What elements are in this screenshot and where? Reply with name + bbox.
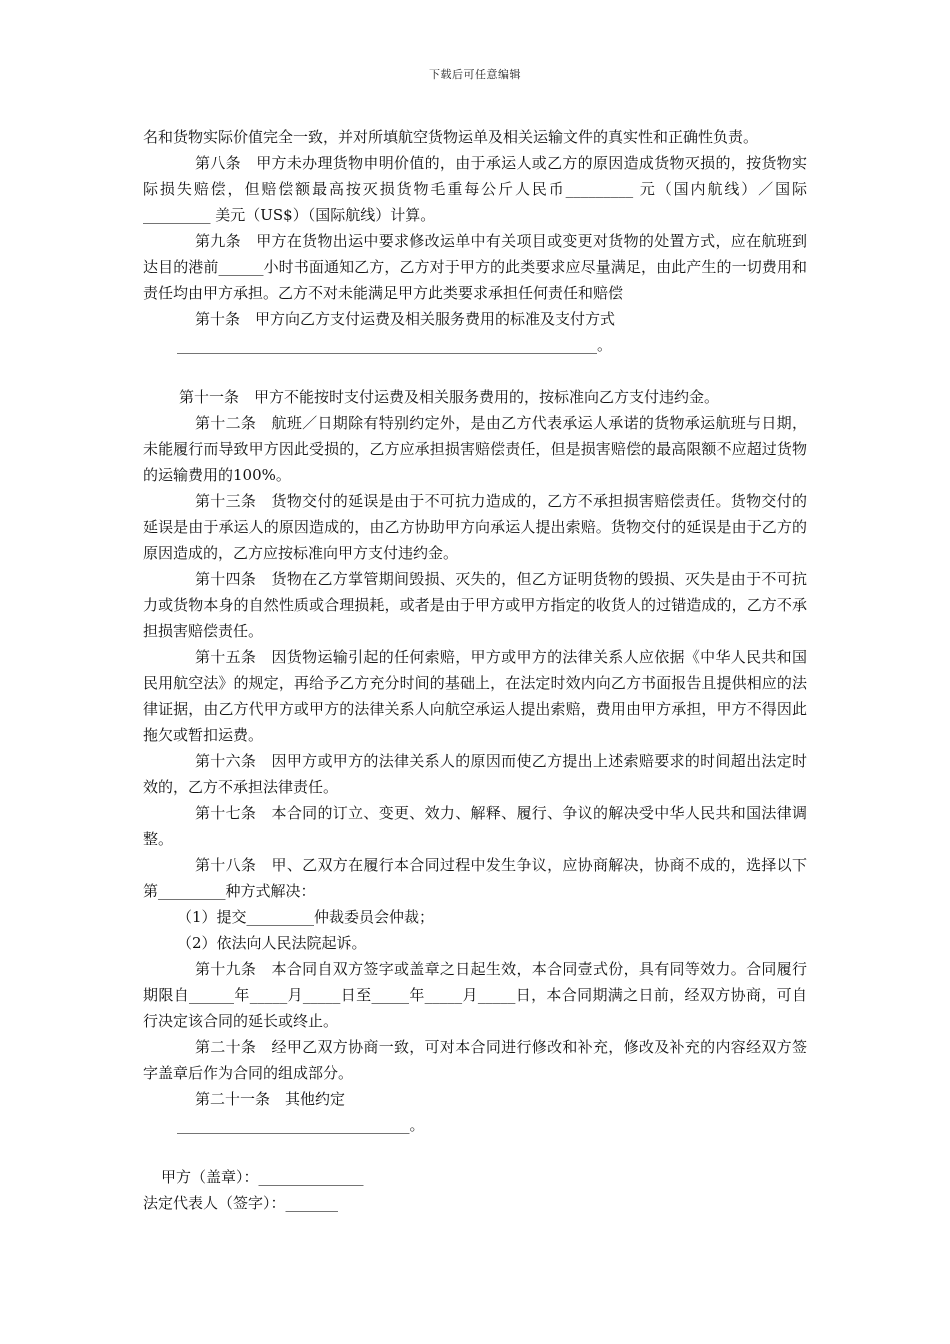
article-21: 第二十一条 其他约定 bbox=[195, 1090, 346, 1108]
article-12: 第十二条 航班／日期除有特别约定外，是由乙方代表承运人承诺的货物承运航班与日期，未能履行而导致甲方因此受损的，乙方应承担损害赔偿责任，但是损害赔偿的最高限额不应超过货物的运输费用的100%。 bbox=[143, 414, 807, 484]
article-10: 第十条 甲方向乙方支付运费及相关服务费用的标准及支付方式 bbox=[195, 310, 616, 328]
article-10-blank-line: ________________________________________________________。 bbox=[177, 336, 613, 354]
paragraph-cont: 名和货物实际价值完全一致，并对所填航空货物运单及相关运输文件的真实性和正确性负责。 bbox=[143, 128, 759, 146]
legal-representative-line: 法定代表人（签字）：_______ bbox=[143, 1194, 339, 1212]
page-header: 下载后可任意编辑 bbox=[429, 68, 521, 81]
article-17: 第十七条 本合同的订立、变更、效力、解释、履行、争议的解决受中华人民共和国法律调整。 bbox=[143, 804, 807, 848]
article-14: 第十四条 货物在乙方掌管期间毁损、灭失的，但乙方证明货物的毁损、灭失是由于不可抗力或货物本身的自然性质或合理损耗，或者是由于甲方或甲方指定的收货人的过错造成的，乙方不承担损害赔偿责任。 bbox=[143, 570, 807, 640]
document-body bbox=[143, 124, 807, 1216]
party-a-seal-line: 甲方（盖章）：______________ bbox=[161, 1168, 364, 1186]
article-15: 第十五条 因货物运输引起的任何索赔，甲方或甲方的法律关系人应依据《中华人民共和国民用航空法》的规定，再给予乙方充分时间的基础上，在法定时效内向乙方书面报告且提供相应的法律证据，由乙方代甲方或甲方的法律关系人向航空承运人提出索赔，费用由甲方承担，甲方不得因此拖欠或暂扣运费。 bbox=[143, 648, 807, 744]
article-18: 第十八条 甲、乙双方在履行本合同过程中发生争议，应协商解决，协商不成的，选择以下第_________种方式解决： bbox=[143, 856, 807, 900]
article-19: 第十九条 本合同自双方签字或盖章之日起生效，本合同壹式份，具有同等效力。合同履行期限自______年_____月_____日至_____年_____月_____日，本合同期满之日前，经双方协商，可自行决定该合同的延长或终止。 bbox=[143, 960, 807, 1030]
article-9: 第九条 甲方在货物出运中要求修改运单中有关项目或变更对货物的处置方式，应在航班到达目的港前______小时书面通知乙方，乙方对于甲方的此类要求应尽量满足，由此产生的一切费用和责任均由甲方承担。乙方不对未能满足甲方此类要求承担任何责任和赔偿 bbox=[143, 232, 807, 302]
spacer bbox=[143, 358, 807, 384]
article-13: 第十三条 货物交付的延误是由于不可抗力造成的，乙方不承担损害赔偿责任。货物交付的延误是由于承运人的原因造成的，由乙方协助甲方向承运人提出索赔。货物交付的延误是由于乙方的原因造成的，乙方应按标准向甲方支付违约金。 bbox=[143, 492, 807, 562]
article-18-option-2: （2）依法向人民法院起诉。 bbox=[177, 934, 367, 952]
article-11: 第十一条 甲方不能按时支付运费及相关服务费用的，按标准向乙方支付违约金。 bbox=[179, 388, 720, 406]
article-21-blank-line: _______________________________。 bbox=[177, 1116, 425, 1134]
spacer bbox=[143, 1138, 807, 1164]
article-8: 第八条 甲方未办理货物申明价值的，由于承运人或乙方的原因造成货物灭损的，按货物实际损失赔偿，但赔偿额最高按灭损货物毛重每公斤人民币_________ 元（国内航线）／国际_________ 美元（US$）（国际航线）计算。 bbox=[143, 154, 807, 224]
article-20: 第二十条 经甲乙双方协商一致，可对本合同进行修改和补充，修改及补充的内容经双方签字盖章后作为合同的组成部分。 bbox=[143, 1038, 807, 1082]
article-18-option-1: （1）提交_________仲裁委员会仲裁； bbox=[177, 908, 435, 926]
article-16: 第十六条 因甲方或甲方的法律关系人的原因而使乙方提出上述索赔要求的时间超出法定时效的，乙方不承担法律责任。 bbox=[143, 752, 807, 796]
